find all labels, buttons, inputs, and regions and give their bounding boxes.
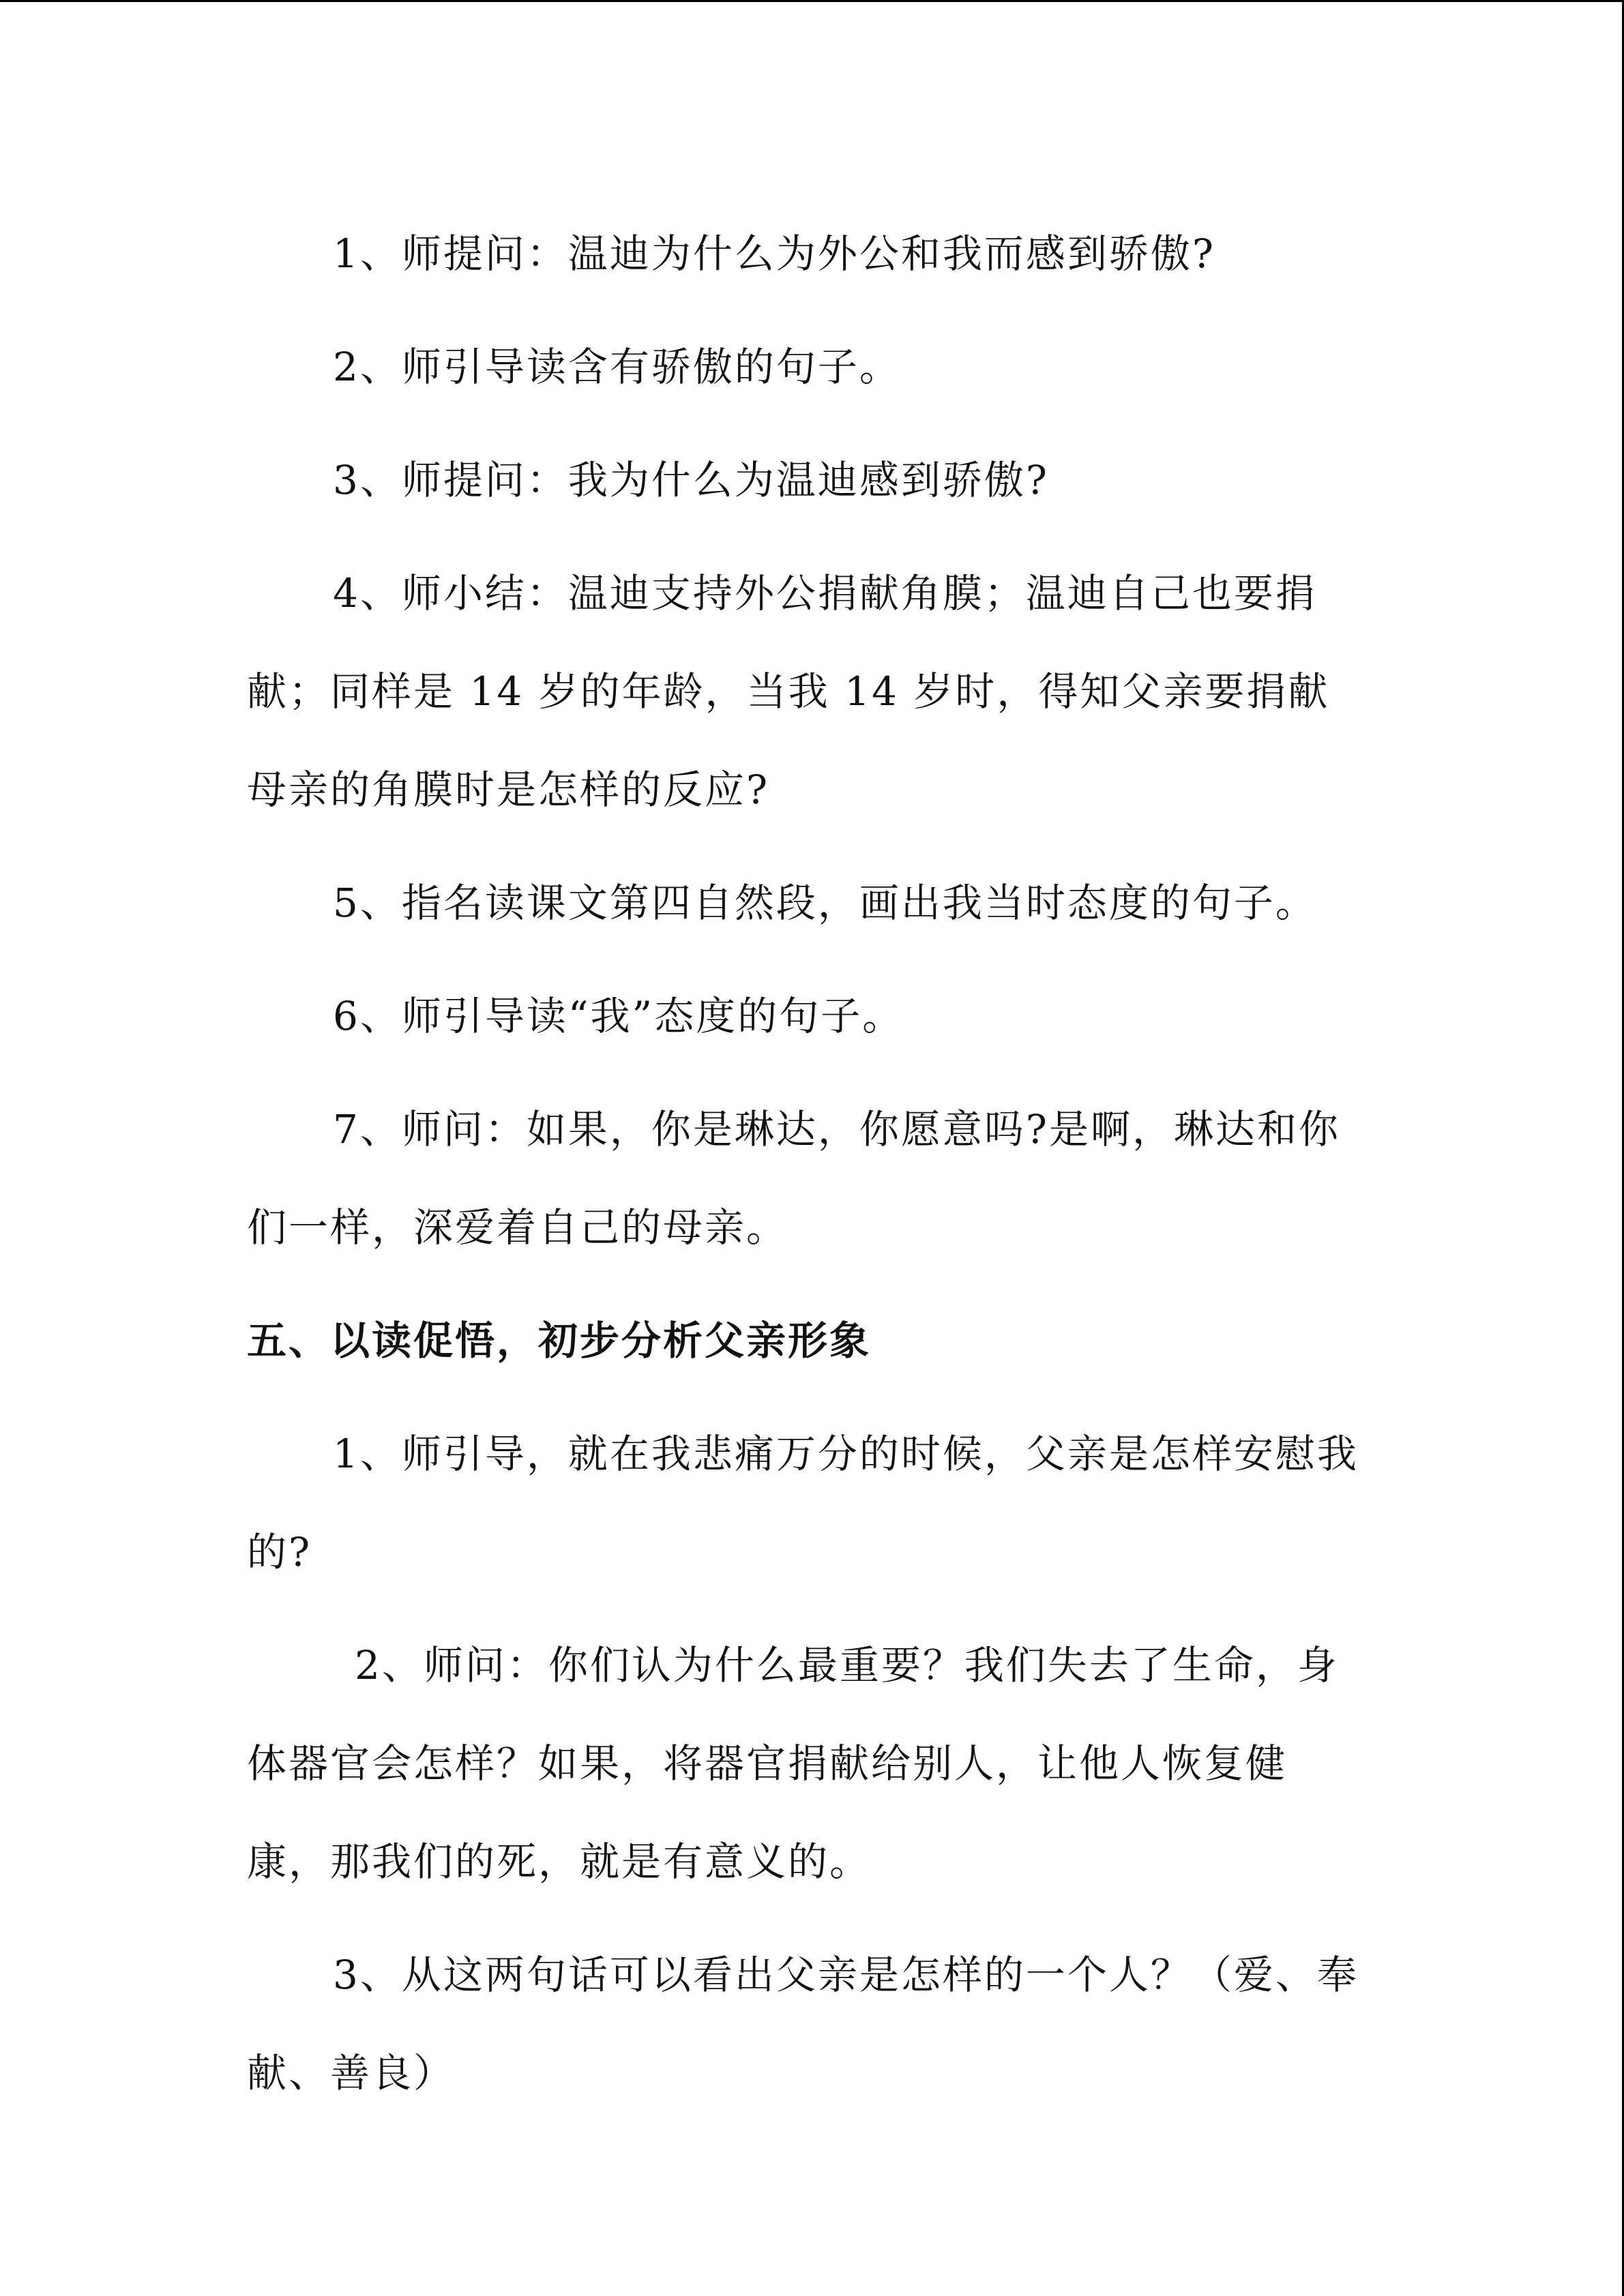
- paragraph-4: 4、师小结：温迪支持外公捐献角膜；温迪自己也要捐献；同样是 14 岁的年龄，当我 14 岁时，得知父亲要捐献母亲的角膜时是怎样的反应?: [247, 570, 1330, 813]
- document-body: [247, 205, 1365, 2137]
- section-heading: 五、以读促悟，初步分析父亲形象: [247, 1317, 872, 1364]
- paragraph-5: 5、指名读课文第四自然段，画出我当时态度的句子。: [333, 880, 1317, 926]
- paragraph-9: 2、师问：你们认为什么最重要？我们失去了生命，身体器官会怎样？如果，将器官捐献给别人，让他人恢复健康，那我们的死，就是有意义的。: [247, 1642, 1339, 1885]
- page-top-border: [0, 0, 1624, 2]
- paragraph-10: 3、从这两句话可以看出父亲是怎样的一个人？（爱、奉献、善良）: [247, 1952, 1359, 2096]
- paragraph-1: 1、师提问：温迪为什么为外公和我而感到骄傲?: [333, 230, 1215, 277]
- paragraph-6: 6、师引导读“我”态度的句子。: [333, 993, 904, 1039]
- paragraph-2: 2、师引导读含有骄傲的句子。: [333, 344, 901, 390]
- paragraph-7: 7、师问：如果，你是琳达，你愿意吗?是啊，琳达和你们一样，深爱着自己的母亲。: [247, 1106, 1340, 1251]
- paragraph-8: 1、师引导，就在我悲痛万分的时候，父亲是怎样安慰我的?: [247, 1431, 1359, 1575]
- paragraph-3: 3、师提问：我为什么为温迪感到骄傲?: [333, 457, 1049, 503]
